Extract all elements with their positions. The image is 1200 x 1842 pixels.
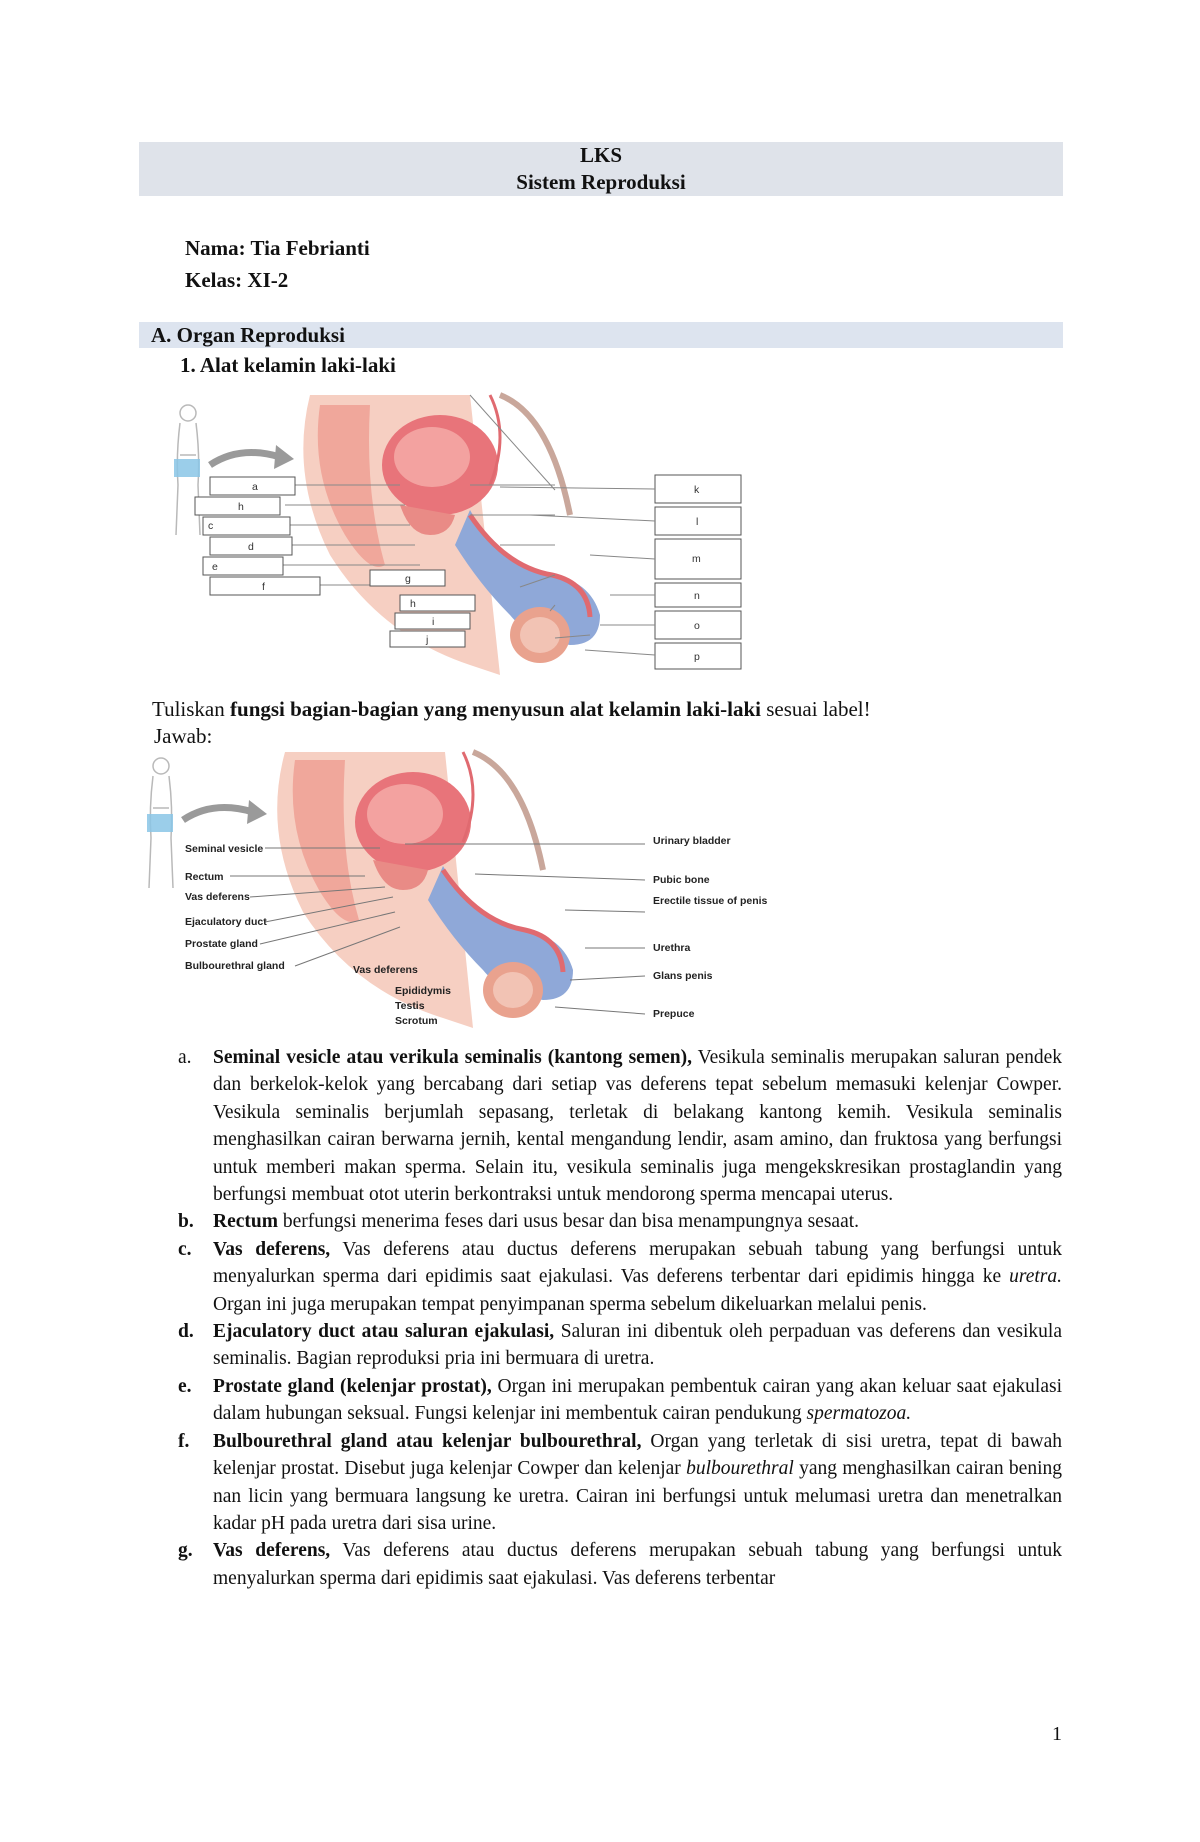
list-item — [178, 1318, 1062, 1373]
unlabeled-anatomy-svg — [170, 395, 760, 685]
list-marker: a. — [178, 1047, 192, 1068]
anatomy-label: Erectile tissue of penis — [653, 895, 768, 907]
answer-list — [178, 1044, 1062, 1592]
answer-label: Jawab: — [154, 724, 213, 748]
answer-text: berfungsi menerima feses dari usus besar dan bisa menampungnya sesaat. — [277, 1211, 860, 1233]
answer-text: yang menghasilkan cairan bening nan licin yang bermuara langsung ke uretra. Cairan ini berfungsi untuk melumasi uretra dan menetralkan kadar pH pada uretra dari sisa urine. — [213, 1458, 1062, 1534]
labeled-anatomy-svg — [145, 752, 768, 1032]
box-letter: p — [694, 651, 700, 663]
list-marker: f. — [178, 1430, 190, 1452]
answer-term: Bulbourethral gland atau kelenjar bulbourethral, — [213, 1430, 642, 1452]
list-item — [178, 1537, 1062, 1592]
list-item — [178, 1236, 1062, 1318]
anatomy-label: Urinary bladder — [653, 835, 731, 847]
answer-term: Ejaculatory duct atau saluran ejakulasi, — [213, 1321, 555, 1343]
list-item — [178, 1373, 1062, 1428]
list-item — [178, 1208, 1062, 1235]
answer-italic: uretra. — [1009, 1266, 1062, 1288]
document-title: LKS — [579, 143, 623, 167]
anatomy-label: Prepuce — [653, 1008, 695, 1020]
anatomy-label: Urethra — [653, 942, 691, 954]
anatomy-label: Rectum — [185, 871, 224, 883]
anatomy-label: Pubic bone — [653, 874, 710, 886]
prompt-text: Tuliskan — [152, 697, 231, 721]
anatomy-label: Testis — [395, 1000, 425, 1012]
list-marker: c. — [178, 1238, 192, 1260]
prompt-emphasis: fungsi bagian-bagian yang menyusun alat kelamin laki-laki — [230, 697, 761, 721]
list-marker: d. — [178, 1321, 194, 1343]
anatomy-label: Seminal vesicle — [185, 843, 264, 855]
box-letter: j — [426, 634, 429, 646]
answer-text: Saluran ini dibentuk oleh perpaduan vas deferens dan vesikula seminalis. Bagian reproduksi pria ini bermuara di uretra. — [213, 1321, 1062, 1370]
box-letter: c — [208, 520, 214, 532]
anatomy-label: Epididymis — [395, 985, 452, 997]
box-letter: e — [212, 561, 218, 573]
box-letter: l — [696, 516, 699, 528]
highlight-region — [174, 459, 200, 477]
answer-term: Prostate gland (kelenjar prostat), — [213, 1375, 492, 1397]
labeled-anatomy-figure — [145, 752, 768, 1032]
right-label-boxes — [655, 475, 741, 669]
answer-term: Rectum — [213, 1211, 278, 1233]
box-letter: a — [252, 481, 258, 493]
list-marker: g. — [178, 1540, 193, 1562]
anatomy-label: Vas deferens — [353, 964, 418, 976]
box-letter: n — [694, 590, 700, 602]
answer-italic: spermatozoa. — [806, 1403, 912, 1425]
box-letter: g — [405, 573, 411, 585]
answer-text: Organ ini juga merupakan tempat penyimpanan sperma sebelum dikeluarkan melalui penis. — [213, 1293, 927, 1315]
list-item — [178, 1044, 1062, 1208]
anatomy-label: Bulbourethral gland — [185, 960, 285, 972]
box-letter: h — [238, 501, 244, 513]
arrow-head-icon — [274, 445, 294, 469]
labeled-figure-right-labels — [653, 835, 768, 1020]
section-heading: A. Organ Reproduksi — [151, 323, 345, 347]
student-name: Nama: Tia Febrianti — [185, 236, 370, 260]
answer-text: Vesikula seminalis merupakan saluran pendek dan berkelok-kelok yang bercabang dari setiap vas deferens tepat sebelum memasuki kelenjar Cowper. Vesikula seminalis berjumlah sepasang, terletak di belakang kantong kemih. Vesikula seminalis menghasilkan cairan berwarna jernih, kental mengandung lendir, asam amino, dan fruktosa yang berfungsi untuk memberi makan sperma. Selain itu, vesikula seminalis juga mengekskresikan prostaglandin yang berfungsi membuat otot uterin berkontraksi untuk mendorong sperma mencapai uterus. — [213, 1047, 1062, 1206]
box-letter: k — [694, 484, 700, 496]
anatomy-label: Ejaculatory duct — [185, 916, 267, 928]
answer-term: Vas deferens, — [213, 1238, 331, 1260]
zoom-arrow-icon — [210, 453, 280, 466]
list-item — [178, 1428, 1062, 1538]
anatomy-label: Vas deferens — [185, 891, 250, 903]
document-title-band — [139, 142, 1063, 196]
answer-text: Organ ini merupakan pembentuk cairan yang akan keluar saat ejakulasi dalam hubungan seksual. Fungsi kelenjar ini membentuk cairan pendukung — [213, 1375, 1062, 1425]
unlabeled-anatomy-figure — [170, 395, 760, 685]
zoom-arrow-icon — [183, 808, 253, 821]
page-number: 1 — [1052, 1723, 1062, 1745]
box-letter: m — [692, 553, 701, 565]
anatomy-label: Scrotum — [395, 1015, 438, 1027]
box-letter: o — [694, 620, 700, 632]
prompt-text-end: sesuai label! — [761, 697, 871, 721]
section-heading-band — [139, 322, 1063, 348]
answer-text: Vas deferens atau ductus deferens merupakan sebuah tabung yang berfungsi untuk menyalurkan sperma dari epidimis saat ejakulasi. Vas deferens terbentar — [213, 1540, 1063, 1589]
anatomy-label: Glans penis — [653, 970, 713, 982]
box-letter: d — [248, 541, 254, 553]
box-letter: f — [262, 581, 265, 593]
highlight-region — [147, 814, 173, 832]
subsection-heading: 1. Alat kelamin laki-laki — [180, 353, 396, 377]
answer-term: Seminal vesicle atau verikula seminalis (kantong semen), — [213, 1047, 692, 1068]
list-marker: e. — [178, 1375, 192, 1397]
answer-text: Vas deferens atau ductus deferens merupakan sebuah tabung yang berfungsi untuk menyalurkan sperma dari epidimis saat ejakulasi. Vas deferens terbentar dari epidimis hingga ke — [213, 1238, 1063, 1288]
arrow-head-icon — [247, 800, 267, 824]
student-class: Kelas: XI-2 — [185, 268, 289, 292]
answer-term: Vas deferens, — [213, 1540, 331, 1562]
anatomy-label: Prostate gland — [185, 938, 258, 950]
box-letter: i — [432, 616, 435, 628]
document-subtitle: Sistem Reproduksi — [516, 170, 686, 194]
box-letter: h — [410, 598, 416, 610]
answer-text: Organ yang terletak di sisi uretra, tepat di bawah kelenjar prostat. Disebut juga kelenjar Cowper dan kelenjar — [213, 1430, 1062, 1480]
list-marker: b. — [178, 1211, 194, 1233]
task-prompt — [152, 697, 871, 722]
answer-italic: bulbourethral — [686, 1458, 794, 1480]
